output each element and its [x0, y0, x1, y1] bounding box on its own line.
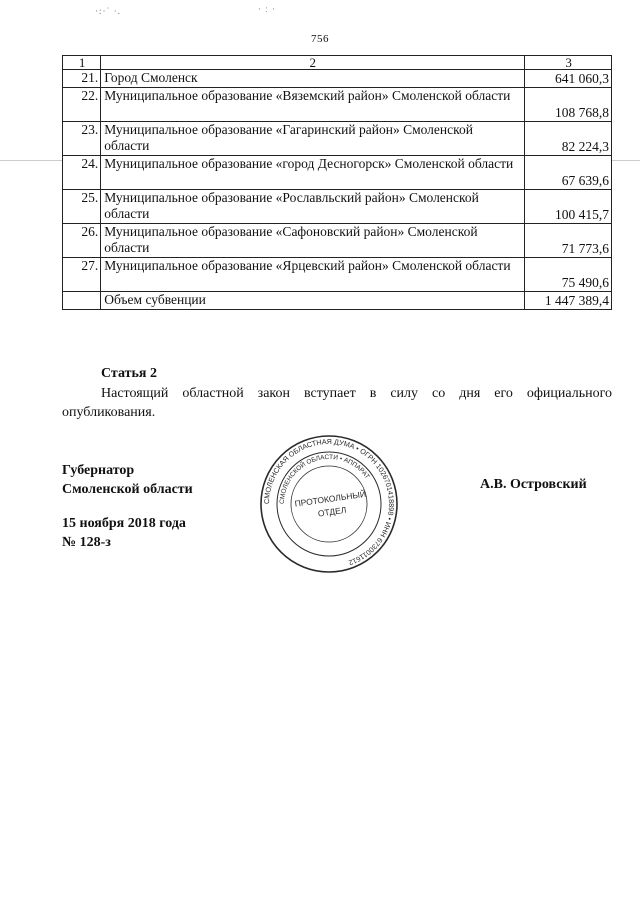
table-total-row [63, 292, 612, 310]
subvention-value: 108 768,8 [525, 88, 612, 122]
scan-noise: ·:·˙ ·. [95, 6, 121, 16]
row-number: 27. [63, 258, 101, 292]
municipality-name: Муниципальное образование «Сафоновский район» Смоленской области [101, 224, 525, 258]
subvention-value: 75 490,6 [525, 258, 612, 292]
article-title: Статья 2 [101, 366, 157, 381]
municipality-name: Муниципальное образование «Вяземский район» Смоленской области [101, 88, 525, 122]
row-number: 22. [63, 88, 101, 122]
municipality-name: Муниципальное образование «Рославльский район» Смоленской области [101, 190, 525, 224]
municipality-name: Муниципальное образование «Ярцевский район» Смоленской области [101, 258, 525, 292]
table-header-row [63, 56, 612, 70]
seal-outer-circle [261, 436, 397, 572]
seal-center-line1: ПРОТОКОЛЬНЫЙ [293, 488, 367, 509]
row-number: 24. [63, 156, 101, 190]
subvention-value: 82 224,3 [525, 122, 612, 156]
law-number: № 128-з [62, 535, 111, 550]
table-row [63, 224, 612, 258]
subvention-value: 641 060,3 [525, 70, 612, 88]
governor-title-line: Губернатор [62, 463, 135, 478]
scan-line [612, 160, 640, 161]
table-row [63, 122, 612, 156]
row-number: 21. [63, 70, 101, 88]
seal-center-line2: ОТДЕЛ [317, 504, 347, 519]
table-row [63, 70, 612, 88]
municipality-name: Город Смоленск [101, 70, 525, 88]
subvention-value: 71 773,6 [525, 224, 612, 258]
governor-title-line: Смоленской области [62, 482, 193, 497]
table-header-cell: 3 [525, 56, 612, 70]
subvention-value: 100 415,7 [525, 190, 612, 224]
seal-ring-textpath: СМОЛЕНСКАЯ ОБЛАСТНАЯ ДУМА • ОГРН 1026701418898 • ИНН 6730011612 [261, 436, 397, 568]
subvention-table [62, 55, 612, 310]
subvention-value: 67 639,6 [525, 156, 612, 190]
municipality-name: Муниципальное образование «Гагаринский район» Смоленской области [101, 122, 525, 156]
row-number: 26. [63, 224, 101, 258]
page-number: 756 [311, 33, 329, 45]
official-seal-stamp [259, 434, 399, 574]
municipality-name: Муниципальное образование «город Десногорск» Смоленской области [101, 156, 525, 190]
governor-name: А.В. Островский [480, 477, 587, 492]
table-row [63, 88, 612, 122]
article-text: Настоящий областной закон вступает в силу со дня его официального опубликования. [62, 386, 612, 420]
row-number: 23. [63, 122, 101, 156]
row-number: 25. [63, 190, 101, 224]
total-value: 1 447 389,4 [525, 292, 612, 310]
table-row [63, 156, 612, 190]
table-header-cell: 2 [101, 56, 525, 70]
row-number [63, 292, 101, 310]
seal-inner-ring-textpath: СМОЛЕНСКОЙ ОБЛАСТИ • АППАРАТ [278, 453, 371, 505]
signing-date: 15 ноября 2018 года [62, 516, 186, 531]
table-header-cell: 1 [63, 56, 101, 70]
law-signing-info [62, 514, 186, 552]
table-row [63, 190, 612, 224]
scan-line [0, 160, 62, 161]
scan-noise: · ː · [258, 4, 276, 14]
seal-middle-circle [277, 452, 381, 556]
table-row [63, 258, 612, 292]
total-label: Объем субвенции [101, 292, 525, 310]
governor-title [62, 461, 193, 499]
